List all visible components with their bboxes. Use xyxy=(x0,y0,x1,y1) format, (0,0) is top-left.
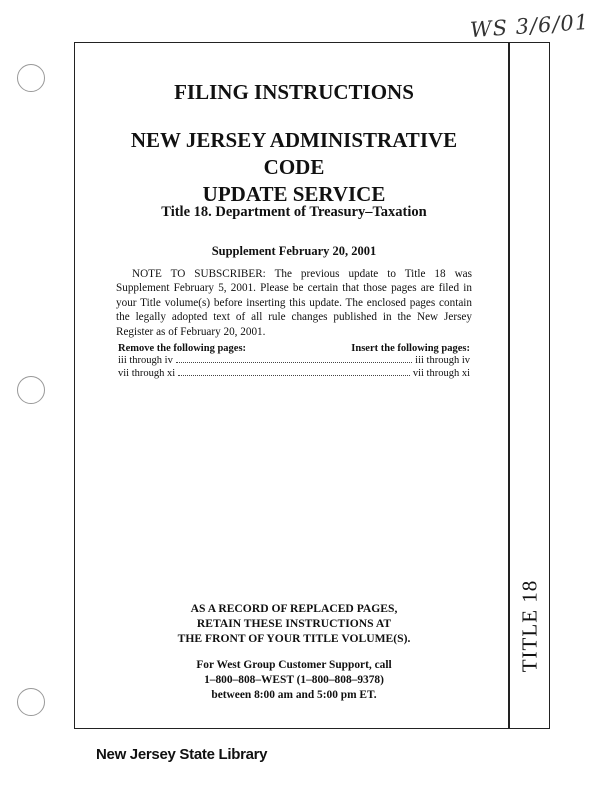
title-tab-label: TITLE 18 xyxy=(517,579,542,673)
record-notice-line2: RETAIN THESE INSTRUCTIONS AT xyxy=(196,617,392,630)
code-title-line1: NEW JERSEY ADMINISTRATIVE CODE xyxy=(130,128,458,179)
library-stamp: New Jersey State Library xyxy=(96,746,268,763)
punch-hole xyxy=(17,688,45,716)
table-row xyxy=(118,354,470,367)
support-phone: 1–800–808–WEST (1–800–808–9378) xyxy=(204,674,384,686)
insert-header: Insert the following pages: xyxy=(351,343,470,354)
leader-dots xyxy=(176,354,412,363)
handwritten-note: WS 3/6/01 xyxy=(469,9,590,43)
department-title: Title 18. Department of Treasury–Taxation xyxy=(161,204,427,220)
tab-divider xyxy=(508,42,510,729)
insert-pages: vii through xi xyxy=(412,368,470,379)
code-title-line2: UPDATE SERVICE xyxy=(202,182,386,206)
remove-pages: vii through xi xyxy=(118,368,176,379)
insert-pages: iii through iv xyxy=(415,355,470,366)
remove-header: Remove the following pages: xyxy=(118,343,247,354)
leader-dots xyxy=(178,367,410,376)
record-notice-line1: AS A RECORD OF REPLACED PAGES, xyxy=(190,602,398,615)
support-line1: For West Group Customer Support, call xyxy=(196,659,392,671)
pages-table-header xyxy=(118,343,470,354)
punch-hole xyxy=(17,376,45,404)
document-title: FILING INSTRUCTIONS xyxy=(174,80,414,104)
support-hours: between 8:00 am and 5:00 pm ET. xyxy=(211,689,377,701)
remove-pages: iii through iv xyxy=(118,355,173,366)
supplement-date: Supplement February 20, 2001 xyxy=(211,244,377,258)
subscriber-note: NOTE TO SUBSCRIBER: The previous update to Title 18 was Supplement February 5, 2001. Please be certain that those pages are filed in your Title volume(s) before inserting this update. The enclosed pages contain the legally adopted text of all rule changes published in the New Jersey Register as of February 20, 2001. xyxy=(116,268,472,338)
table-row xyxy=(118,367,470,380)
record-notice-line3: THE FRONT OF YOUR TITLE VOLUME(S). xyxy=(177,632,411,645)
punch-hole xyxy=(17,64,45,92)
